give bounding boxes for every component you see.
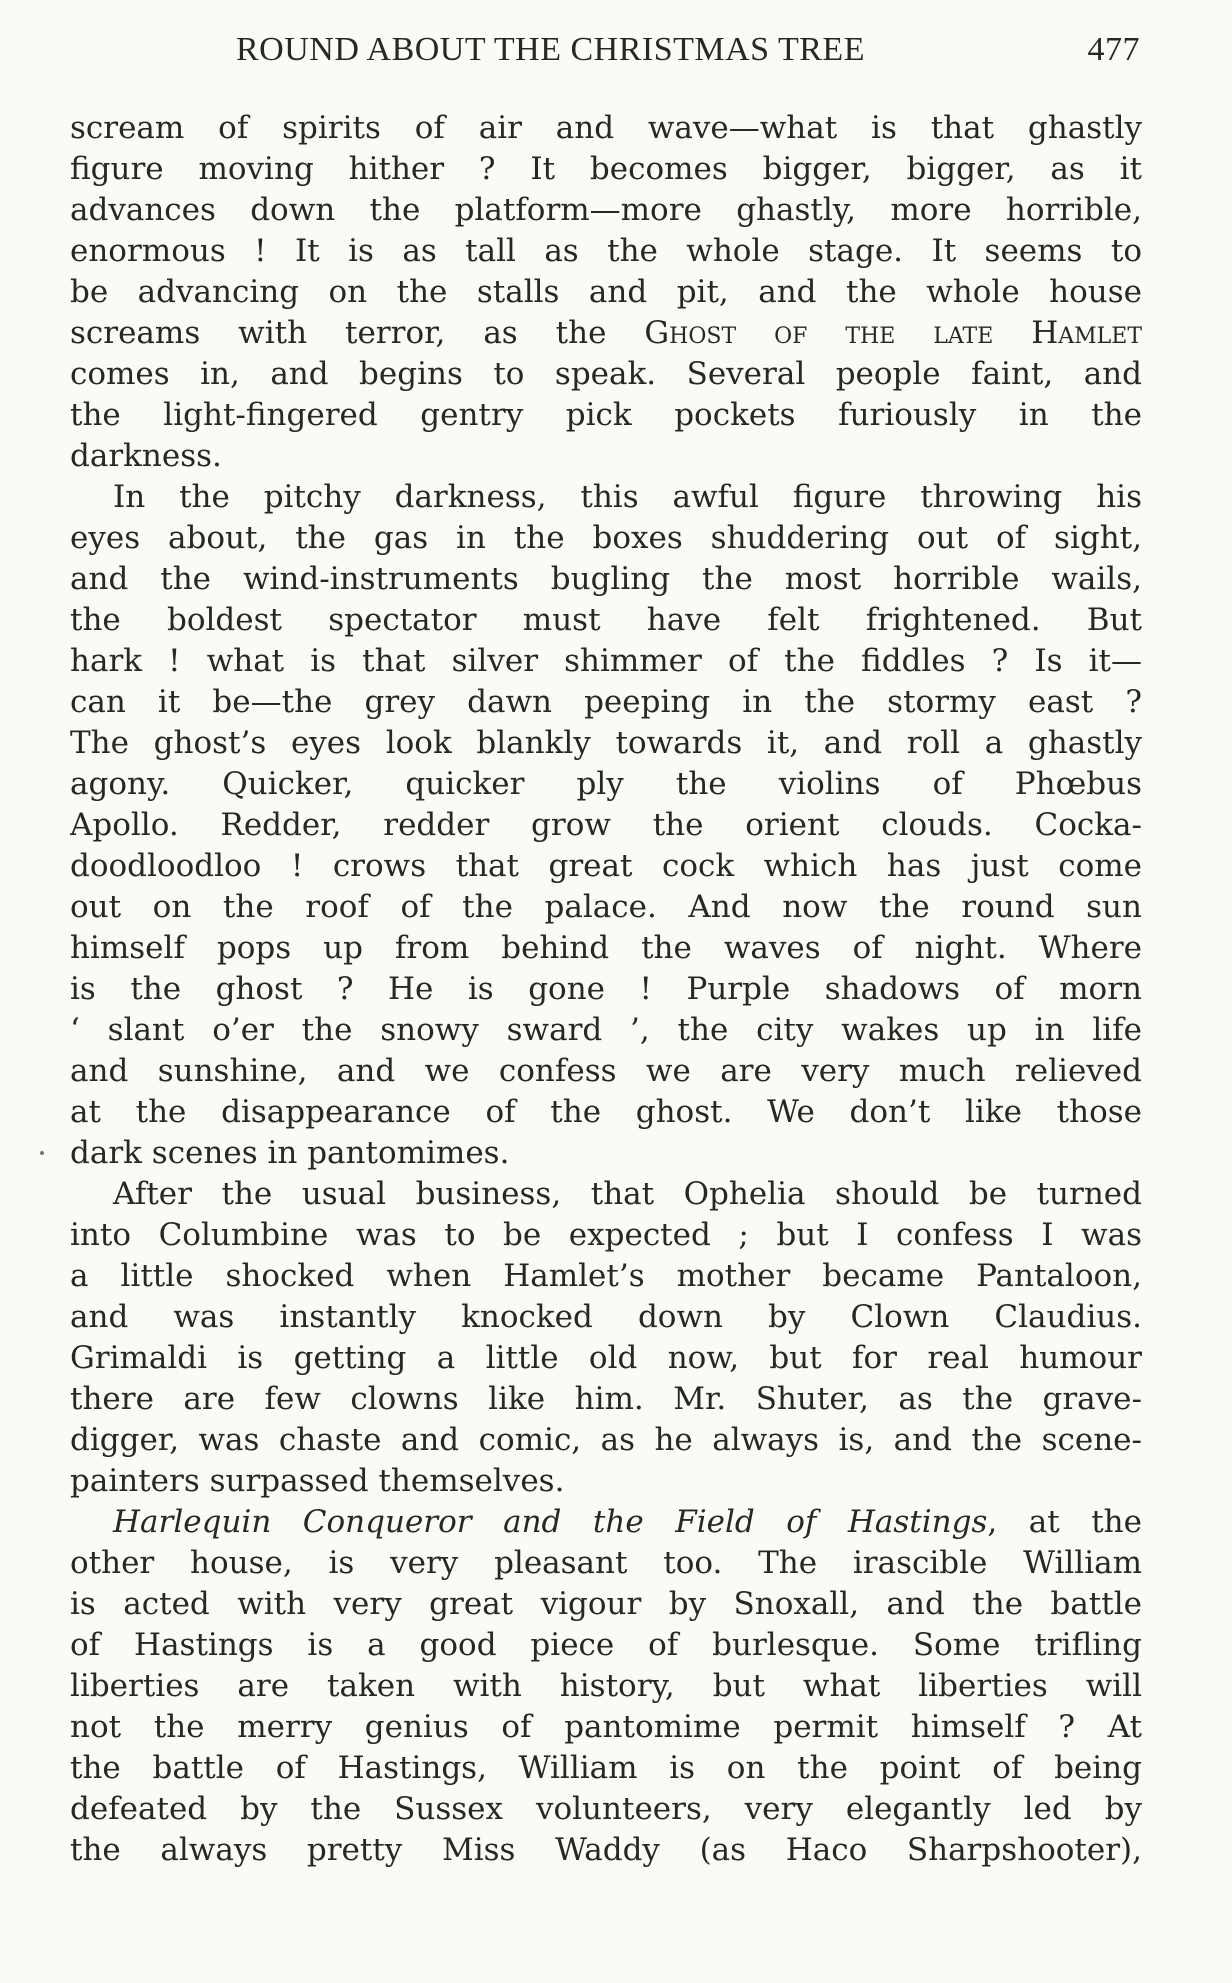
running-title: ROUND ABOUT THE CHRISTMAS TREE: [236, 31, 865, 68]
text-line: not the merry genius of pantomime permit himself ? At: [70, 1709, 1142, 1745]
text-run: , at the: [987, 1504, 1142, 1540]
text-line: Apollo. Redder, redder grow the orient clouds. Cocka-: [70, 807, 1142, 843]
text-line: ‘ slant o’er the snowy sward ’, the city wakes up in life: [70, 1012, 1142, 1048]
text-line: there are few clowns like him. Mr. Shuter, as the grave-: [70, 1381, 1142, 1417]
text-line: himself pops up from behind the waves of night. Where: [70, 930, 1142, 966]
text-line: can it be—the grey dawn peeping in the stormy east ?: [70, 684, 1142, 720]
text-run: screams with terror, as the: [70, 315, 645, 351]
running-head: [236, 30, 1140, 70]
text-line: enormous ! It is as tall as the whole stage. It seems to: [70, 233, 1142, 269]
paragraph-first-line: In the pitchy darkness, this awful figure throwing his: [113, 479, 1142, 515]
text-line: and sunshine, and we confess we are very much relieved: [70, 1053, 1142, 1089]
text-line: and was instantly knocked down by Clown Claudius.: [70, 1299, 1142, 1335]
text-line: out on the roof of the palace. And now the round sun: [70, 889, 1142, 925]
text-line: at the disappearance of the ghost. We don’t like those: [70, 1094, 1142, 1130]
text-line: the boldest spectator must have felt frightened. But: [70, 602, 1142, 638]
text-line: Grimaldi is getting a little old now, but for real humour: [70, 1340, 1142, 1376]
text-line: agony. Quicker, quicker ply the violins of Phœbus: [70, 766, 1142, 802]
text-line: liberties are taken with history, but what liberties will: [70, 1668, 1142, 1704]
text-line: be advancing on the stalls and pit, and the whole house: [70, 274, 1142, 310]
italic-title: Harlequin Conqueror and the Field of Hastings: [113, 1504, 988, 1540]
text-line: of Hastings is a good piece of burlesque. Some trifling: [70, 1627, 1142, 1663]
text-line: dark scenes in pantomimes.: [70, 1135, 510, 1171]
text-line: hark ! what is that silver shimmer of the fiddles ? Is it—: [70, 643, 1142, 679]
text-line: painters surpassed themselves.: [70, 1463, 565, 1499]
text-line: eyes about, the gas in the boxes shuddering out of sight,: [70, 520, 1142, 556]
smallcaps-name: Ghost of the late Hamlet: [644, 315, 1142, 351]
text-line: defeated by the Sussex volunteers, very elegantly led by: [70, 1791, 1142, 1827]
text-line: the light-fingered gentry pick pockets furiously in the: [70, 397, 1142, 433]
text-line: darkness.: [70, 438, 222, 474]
text-line: The ghost’s eyes look blankly towards it, and roll a ghastly: [70, 725, 1142, 761]
text-line: other house, is very pleasant too. The irascible William: [70, 1545, 1142, 1581]
text-line: is the ghost ? He is gone ! Purple shadows of morn: [70, 971, 1142, 1007]
text-line: and the wind-instruments bugling the most horrible wails,: [70, 561, 1142, 597]
text-line: digger, was chaste and comic, as he always is, and the scene-: [70, 1422, 1142, 1458]
paragraph-first-line: [70, 1502, 1142, 1543]
text-line: is acted with very great vigour by Snoxall, and the battle: [70, 1586, 1142, 1622]
text-line: advances down the platform—more ghastly, more horrible,: [70, 192, 1142, 228]
text-line: a little shocked when Hamlet’s mother became Pantaloon,: [70, 1258, 1142, 1294]
text-line: comes in, and begins to speak. Several people faint, and: [70, 356, 1142, 392]
body-text: [70, 108, 1142, 1871]
text-line: figure moving hither ? It becomes bigger, bigger, as it: [70, 151, 1142, 187]
text-line: scream of spirits of air and wave—what is that ghastly: [70, 110, 1142, 146]
paragraph-first-line: After the usual business, that Ophelia should be turned: [113, 1176, 1142, 1212]
text-line: the battle of Hastings, William is on the point of being: [70, 1750, 1142, 1786]
text-line-with-smallcaps: [70, 313, 1142, 354]
page-number: 477: [1087, 31, 1140, 68]
margin-mark: [40, 1151, 44, 1155]
text-line: doodloodloo ! crows that great cock which has just come: [70, 848, 1142, 884]
text-line: into Columbine was to be expected ; but I confess I was: [70, 1217, 1142, 1253]
text-line: the always pretty Miss Waddy (as Haco Sharpshooter),: [70, 1832, 1142, 1868]
